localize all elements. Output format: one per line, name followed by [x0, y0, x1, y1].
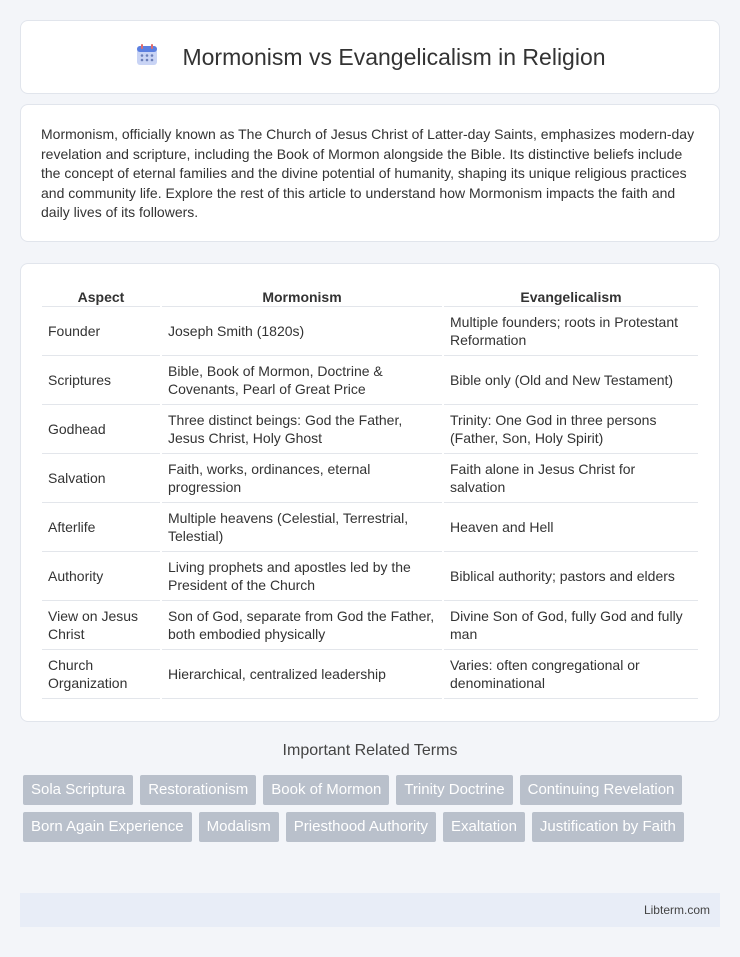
row-mormonism: Joseph Smith (1820s) — [162, 307, 442, 356]
table-row — [42, 552, 698, 601]
row-evangelicalism: Heaven and Hell — [444, 503, 698, 552]
row-evangelicalism: Bible only (Old and New Testament) — [444, 356, 698, 405]
table-row — [42, 454, 698, 503]
intro-card — [20, 104, 720, 242]
row-aspect: Authority — [42, 552, 160, 601]
row-mormonism: Faith, works, ordinances, eternal progression — [162, 454, 442, 503]
table-row — [42, 503, 698, 552]
row-mormonism: Bible, Book of Mormon, Doctrine & Covenants, Pearl of Great Price — [162, 356, 442, 405]
column-header-mormonism: Mormonism — [162, 284, 442, 307]
row-evangelicalism: Faith alone in Jesus Christ for salvation — [444, 454, 698, 503]
column-header-aspect: Aspect — [42, 284, 160, 307]
row-aspect: View on Jesus Christ — [42, 601, 160, 650]
tag-modalism[interactable]: Modalism — [199, 812, 279, 842]
row-aspect: Afterlife — [42, 503, 160, 552]
comparison-table-card — [20, 263, 720, 722]
related-terms-list — [23, 775, 723, 842]
row-evangelicalism: Divine Son of God, fully God and fully man — [444, 601, 698, 650]
table-header-row — [42, 284, 698, 307]
tag-born-again-experience[interactable]: Born Again Experience — [23, 812, 192, 842]
tag-justification-by-faith[interactable]: Justification by Faith — [532, 812, 684, 842]
row-mormonism: Multiple heavens (Celestial, Terrestrial, Telestial) — [162, 503, 442, 552]
row-aspect: Scriptures — [42, 356, 160, 405]
row-evangelicalism: Multiple founders; roots in Protestant Reformation — [444, 307, 698, 356]
tag-continuing-revelation[interactable]: Continuing Revelation — [520, 775, 683, 805]
table-row — [42, 405, 698, 454]
tag-sola-scriptura[interactable]: Sola Scriptura — [23, 775, 133, 805]
row-evangelicalism: Varies: often congregational or denominational — [444, 650, 698, 699]
row-mormonism: Three distinct beings: God the Father, Jesus Christ, Holy Ghost — [162, 405, 442, 454]
row-mormonism: Living prophets and apostles led by the President of the Church — [162, 552, 442, 601]
calendar-grid-icon — [134, 42, 160, 73]
footer — [20, 893, 720, 927]
column-header-evangelicalism: Evangelicalism — [444, 284, 698, 307]
table-row — [42, 356, 698, 405]
header — [134, 42, 605, 73]
table-row — [42, 307, 698, 356]
tag-restorationism[interactable]: Restorationism — [140, 775, 256, 805]
tag-exaltation[interactable]: Exaltation — [443, 812, 525, 842]
table-row — [42, 650, 698, 699]
row-aspect: Godhead — [42, 405, 160, 454]
page-title: Mormonism vs Evangelicalism in Religion — [182, 43, 606, 70]
table-row — [42, 601, 698, 650]
tag-book-of-mormon[interactable]: Book of Mormon — [263, 775, 389, 805]
comparison-table — [40, 284, 700, 699]
related-terms-title: Important Related Terms — [282, 742, 458, 759]
row-aspect: Salvation — [42, 454, 160, 503]
row-mormonism: Hierarchical, centralized leadership — [162, 650, 442, 699]
row-evangelicalism: Trinity: One God in three persons (Father, Son, Holy Spirit) — [444, 405, 698, 454]
header-card — [20, 20, 720, 94]
row-aspect: Church Organization — [42, 650, 160, 699]
row-aspect: Founder — [42, 307, 160, 356]
tag-trinity-doctrine[interactable]: Trinity Doctrine — [396, 775, 512, 805]
intro-text: Mormonism, officially known as The Church of Jesus Christ of Latter-day Saints, emphasizes modern-day revelation and scripture, including the Book of Mormon alongside the Bible. Its distinctive beliefs include the concept of eternal families and the divine potential of humanity, shaping its unique religious practices and community life. Explore the rest of this article to understand how Mormonism impacts the faith and daily lives of its followers. — [41, 126, 695, 220]
footer-site-link[interactable]: Libterm.com — [643, 903, 710, 917]
row-evangelicalism: Biblical authority; pastors and elders — [444, 552, 698, 601]
row-mormonism: Son of God, separate from God the Father, both embodied physically — [162, 601, 442, 650]
tag-priesthood-authority[interactable]: Priesthood Authority — [286, 812, 436, 842]
